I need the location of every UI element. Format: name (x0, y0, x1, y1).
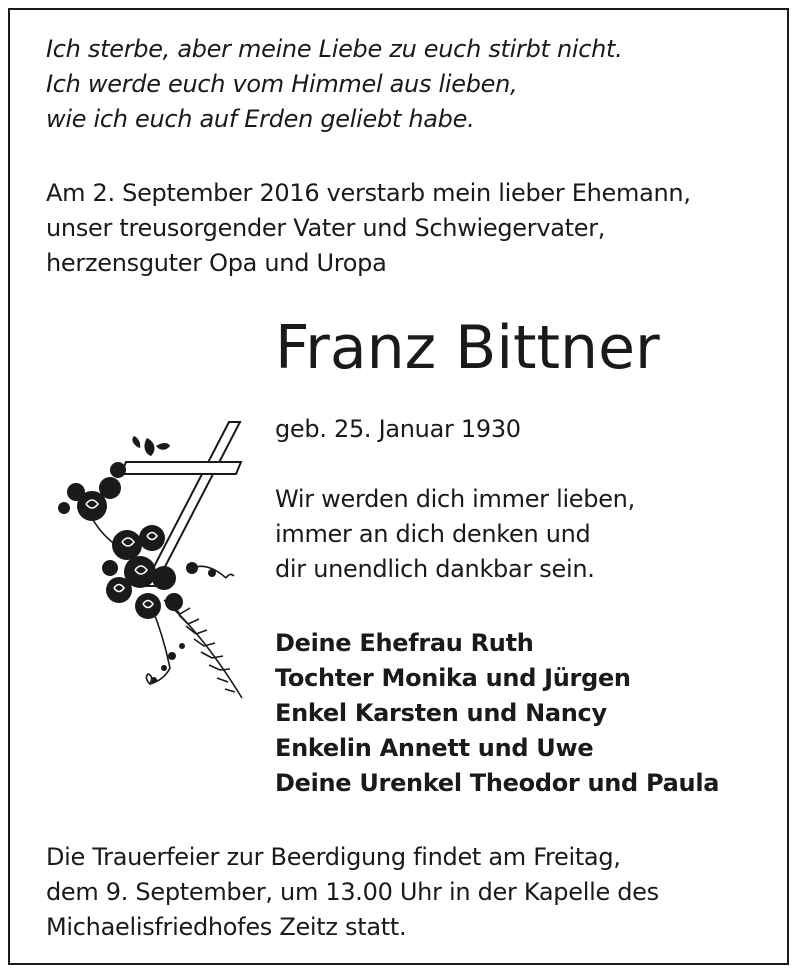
announcement-block (46, 176, 691, 281)
announcement-line: unser treusorgender Vater und Schwiegervater, (46, 214, 606, 242)
funeral-line: Die Trauerfeier zur Beerdigung findet am Freitag, (46, 843, 621, 871)
birth-date: geb. 25. Januar 1930 (275, 415, 521, 443)
mourner-line: Enkelin Annett und Uwe (275, 734, 594, 762)
mourner-line: Deine Ehefrau Ruth (275, 629, 534, 657)
verse-block (46, 32, 622, 137)
poem-line: immer an dich denken und (275, 520, 591, 548)
announcement-line: herzensguter Opa und Uropa (46, 249, 387, 277)
verse-line: Ich werde euch vom Himmel aus lieben, (46, 70, 518, 98)
deceased-name: Franz Bittner (275, 313, 660, 383)
mourner-line: Enkel Karsten und Nancy (275, 699, 607, 727)
funeral-line: Michaelisfriedhofes Zeitz statt. (46, 913, 407, 941)
funeral-notice (46, 840, 659, 945)
mourner-line: Deine Urenkel Theodor und Paula (275, 769, 720, 797)
announcement-line: Am 2. September 2016 verstarb mein lieber Ehemann, (46, 179, 691, 207)
funeral-line: dem 9. September, um 13.00 Uhr in der Kapelle des (46, 878, 659, 906)
mourner-line: Tochter Monika und Jürgen (275, 664, 631, 692)
cross-with-roses-icon (52, 418, 247, 708)
verse-line: Ich sterbe, aber meine Liebe zu euch stirbt nicht. (46, 35, 623, 63)
poem-line: dir unendlich dankbar sein. (275, 555, 595, 583)
poem-block (275, 482, 635, 587)
poem-line: Wir werden dich immer lieben, (275, 485, 635, 513)
mourners-list (275, 626, 719, 801)
verse-line: wie ich euch auf Erden geliebt habe. (46, 105, 475, 133)
